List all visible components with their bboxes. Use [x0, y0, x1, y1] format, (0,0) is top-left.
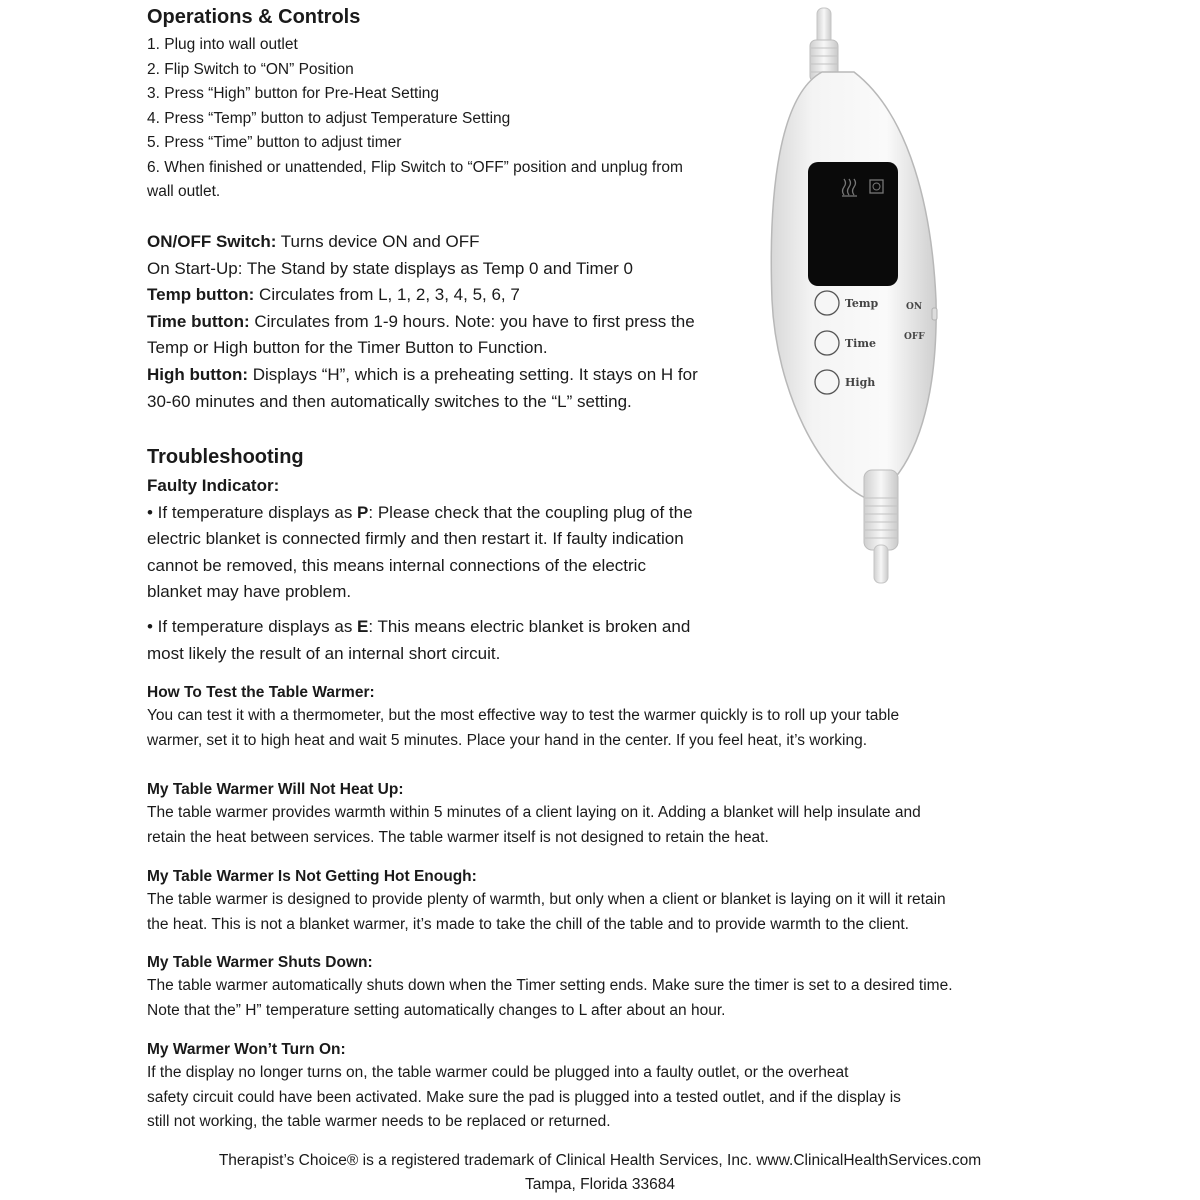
fault-p-text: : Please check that the coupling plug of the [368, 502, 693, 522]
faulty-indicator-section [147, 473, 693, 667]
step-1: 1. Plug into wall outlet [147, 36, 298, 53]
startup-row: On Start-Up: The Stand by state displays as Temp 0 and Timer 0 [147, 258, 634, 278]
faq-question: My Table Warmer Shuts Down: [147, 954, 373, 971]
faulty-indicator-label: Faulty Indicator: [147, 476, 280, 495]
footer-address: Tampa, Florida 33684 [525, 1176, 675, 1193]
faq-wont-turn-on [147, 1039, 901, 1135]
switch-off-label: OFF [904, 332, 925, 342]
faq-question: My Table Warmer Will Not Heat Up: [147, 781, 404, 798]
faq-answer-line: The table warmer provides warmth within 5 minutes of a client laying on it. Adding a blanket will help insulate and [147, 804, 921, 821]
faq-question: How To Test the Table Warmer: [147, 684, 375, 701]
power-switch[interactable] [932, 308, 937, 320]
fault-p-prefix: • If temperature displays as [147, 502, 358, 522]
temp-button[interactable] [815, 291, 839, 315]
high-row-cont: 30-60 minutes and then automatically switches to the “L” setting. [147, 391, 632, 411]
footer-trademark: Therapist’s Choice® is a registered trademark of Clinical Health Services, Inc. www.ClinicalHealthServices.com [218, 1152, 982, 1169]
high-button[interactable] [815, 370, 839, 394]
temp-button-label: Temp [845, 297, 879, 310]
faq-not-heat-up [147, 779, 921, 850]
time-row-cont: Temp or High button for the Timer Button to Function. [147, 338, 548, 358]
operations-steps [147, 33, 683, 205]
controls-section [147, 229, 698, 415]
operations-title: Operations & Controls [147, 6, 361, 28]
time-label: Time button: [147, 311, 250, 331]
fault-e-prefix: • If temperature displays as [147, 616, 358, 636]
fault-p-letter: P [357, 502, 369, 522]
high-row [147, 362, 698, 389]
faq-shuts-down [147, 952, 953, 1023]
faq-answer-line: The table warmer is designed to provide plenty of warmth, but only when a client or blanket is laying on it will it retain [147, 891, 946, 908]
fault-e-letter: E [357, 616, 369, 636]
temp-label: Temp button: [147, 285, 255, 305]
troubleshooting-title: Troubleshooting [147, 446, 304, 468]
step-6: 6. When finished or unattended, Flip Switch to “OFF” position and unplug from [147, 158, 683, 176]
high-text: Displays “H”, which is a preheating setting. It stays on H for [248, 364, 698, 384]
faq-test [147, 682, 899, 753]
faq-answer-line: retain the heat between services. The table warmer itself is not designed to retain the heat. [147, 828, 769, 846]
high-button-label: High [845, 376, 876, 389]
fault-p-line-4: blanket may have problem. [147, 582, 352, 602]
faq-answer-line: Note that the” H” temperature setting automatically changes to L after about an hour. [147, 1001, 726, 1019]
step-2: 2. Flip Switch to “ON” Position [147, 60, 354, 78]
remote-controller-illustration [760, 0, 980, 590]
fault-e-text: : This means electric blanket is broken and [368, 616, 691, 636]
step-4: 4. Press “Temp” button to adjust Temperature Setting [147, 109, 511, 127]
time-row [147, 309, 698, 336]
onoff-label: ON/OFF Switch: [147, 232, 277, 251]
faq-answer-line: the heat. This is not a blanket warmer, it’s made to take the chill of the table and to provide warmth to the client. [147, 915, 909, 933]
faq-answer-line: If the display no longer turns on, the table warmer could be plugged into a faulty outlet, or the overheat [147, 1064, 849, 1081]
faq-answer-line: safety circuit could have been activated. Make sure the pad is plugged into a tested outlet, and if the display is [147, 1088, 901, 1106]
time-button[interactable] [815, 331, 839, 355]
fault-p-line-3: cannot be removed, this means internal connections of the electric [147, 555, 646, 575]
faq-question: My Table Warmer Is Not Getting Hot Enough: [147, 868, 477, 885]
high-label: High button: [147, 364, 249, 384]
bottom-strain-relief [864, 470, 898, 550]
fault-p-line-1 [147, 500, 693, 527]
temp-row [147, 282, 698, 309]
faq-question: My Warmer Won’t Turn On: [147, 1041, 346, 1058]
faq-answer-line: still not working, the table warmer needs to be replaced or returned. [147, 1113, 611, 1130]
fault-e-line-1 [147, 614, 693, 641]
switch-on-label: ON [906, 302, 923, 312]
faq-answer-line: You can test it with a thermometer, but the most effective way to test the warmer quickly is to roll up your table [147, 707, 900, 724]
remote-display [808, 162, 898, 286]
time-text: Circulates from 1-9 hours. Note: you have to first press the [249, 311, 695, 331]
onoff-row [147, 229, 698, 256]
fault-e-line-2: most likely the result of an internal short circuit. [147, 643, 501, 663]
fault-p-line-2: electric blanket is connected firmly and then restart it. If faulty indication [147, 529, 684, 549]
faq-not-hot-enough [147, 866, 946, 937]
bottom-cord [874, 545, 888, 583]
time-button-label: Time [845, 337, 877, 350]
step-6-cont: wall outlet. [147, 183, 221, 200]
step-5: 5. Press “Time” button to adjust timer [147, 134, 402, 151]
faq-answer-line: warmer, set it to high heat and wait 5 minutes. Place your hand in the center. If you feel heat, it’s working. [147, 731, 868, 749]
step-3: 3. Press “High” button for Pre-Heat Setting [147, 85, 440, 102]
onoff-text: Turns device ON and OFF [276, 232, 480, 251]
faq-answer-line: The table warmer automatically shuts down when the Timer setting ends. Make sure the timer is set to a desired time. [147, 977, 953, 994]
temp-text: Circulates from L, 1, 2, 3, 4, 5, 6, 7 [254, 285, 520, 305]
